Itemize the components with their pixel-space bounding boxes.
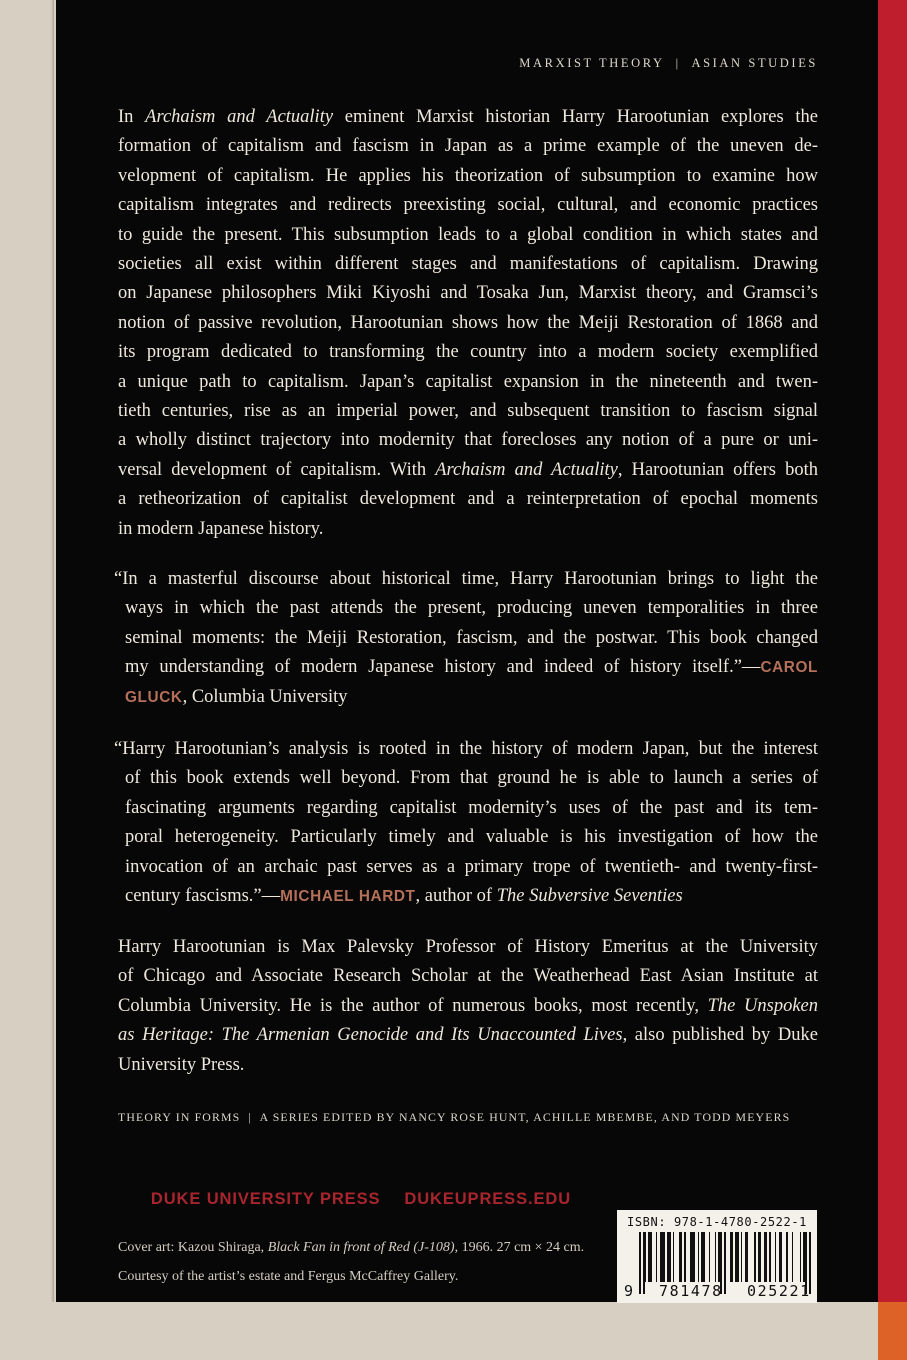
text-line: “Harry Harootunian’s analysis is rooted in the history of modern Japan, but the interest <box>114 739 818 759</box>
text-line: poral heterogeneity. Particularly timely and valuable is his investigation of how the <box>125 827 818 848</box>
text-line: to guide the present. This subsumption leads to a global condition in which states and <box>118 224 818 245</box>
publisher-name: DUKE UNIVERSITY PRESS <box>150 1190 381 1208</box>
text-line: my understanding of modern Japanese history and indeed of history itself.”—CAROL <box>125 657 818 678</box>
text-line: in modern Japanese history. <box>118 518 324 539</box>
barcode-digit-group1: 781478 <box>659 1282 723 1300</box>
text-line: University Press. <box>118 1054 245 1075</box>
barcode-digits <box>623 1282 811 1302</box>
text-line: velopment of capitalism. He applies his theorization of subsumption to examine how <box>118 165 818 186</box>
text-line: invocation of an archaic past serves as a primary trope of twentieth- and twenty-first- <box>125 856 818 877</box>
spine-strip-orange <box>878 1302 907 1360</box>
author-bio <box>118 933 818 1080</box>
text-line: a retheorization of capitalist development and a reinterpretation of epochal moments <box>118 489 818 510</box>
text-line: a unique path to capitalism. Japan’s capitalist expansion in the nineteenth and twen- <box>118 371 818 392</box>
text-line: on Japanese philosophers Miki Kiyoshi and Tosaka Jun, Marxist theory, and Gramsci’s <box>118 283 818 304</box>
text-line: notion of passive revolution, Harootunian shows how the Meiji Restoration of 1868 and <box>118 312 818 333</box>
description-paragraph <box>118 103 818 544</box>
text-line: societies all exist within different stages and manifestations of capitalism. Drawing <box>118 254 818 275</box>
text-line: versal development of capitalism. With Archaism and Actuality, Harootunian offers both <box>118 459 818 480</box>
text-line: Cover art: Kazou Shiraga, Black Fan in front of Red (J-108), 1966. 27 cm × 24 cm. <box>118 1240 585 1255</box>
barcode-digit-first: 9 <box>624 1282 635 1300</box>
text-line: its program dedicated to transforming the country into a modern society exemplified <box>118 342 818 363</box>
publisher-url: DUKEUPRESS.EDU <box>404 1190 572 1208</box>
text-line: seminal moments: the Meiji Restoration, fascism, and the postwar. This book changed <box>125 627 818 648</box>
text-line: “In a masterful discourse about historical time, Harry Harootunian brings to light the <box>114 569 818 589</box>
barcode-bars <box>639 1232 809 1282</box>
cover-art-credit <box>118 1233 588 1291</box>
isbn-label: ISBN: 978-1-4780-2522-1 <box>627 1215 807 1229</box>
text-line: Courtesy of the artist’s estate and Fergus McCaffrey Gallery. <box>118 1269 459 1284</box>
text-line: In Archaism and Actuality eminent Marxist historian Harry Harootunian explores the <box>118 107 818 127</box>
text-line: of Chicago and Associate Research Scholar at the Weatherhead East Asian Institute at <box>118 966 818 987</box>
text-line: ways in which the past attends the present, producing uneven temporalities in three <box>125 598 818 619</box>
back-cover-panel <box>56 0 878 1302</box>
text-line: Columbia University. He is the author of numerous books, most recently, The Unspoken <box>118 995 818 1016</box>
text-line: fascinating arguments regarding capitalist modernity’s uses of the past and its tem- <box>125 797 818 818</box>
text-line: as Heritage: The Armenian Genocide and Its Unaccounted Lives, also published by Duke <box>118 1025 818 1046</box>
text-line: GLUCK, Columbia University <box>125 686 348 707</box>
text-line: capitalism integrates and redirects preexisting social, cultural, and economic practices <box>118 195 818 216</box>
text-line: Harry Harootunian is Max Palevsky Professor of History Emeritus at the University <box>118 937 818 957</box>
category-line: MARXIST THEORY | ASIAN STUDIES <box>519 56 818 70</box>
series-line: THEORY IN FORMS | A SERIES EDITED BY NANCY ROSE HUNT, ACHILLE MBEMBE, AND TODD MEYERS <box>118 1110 791 1124</box>
text-line: century fascisms.”—MICHAEL HARDT, author of The Subversive Seventies <box>125 886 683 907</box>
barcode <box>617 1210 817 1303</box>
spine-strip-red <box>878 0 907 1302</box>
spine-fold-line <box>51 0 54 1302</box>
endorsement-quote-gluck <box>114 565 818 712</box>
text-line: of this book extends well beyond. From that ground he is able to launch a series of <box>125 768 818 789</box>
text-line: formation of capitalism and fascism in Japan as a prime example of the uneven de- <box>118 136 818 157</box>
barcode-digit-group2: 025221 <box>747 1282 811 1300</box>
text-line: tieth centuries, rise as an imperial power, and subsequent transition to fascism signal <box>118 401 818 422</box>
endorsement-quote-hardt <box>114 735 818 911</box>
text-line: a wholly distinct trajectory into modernity that forecloses any notion of a pure or uni- <box>118 430 818 451</box>
